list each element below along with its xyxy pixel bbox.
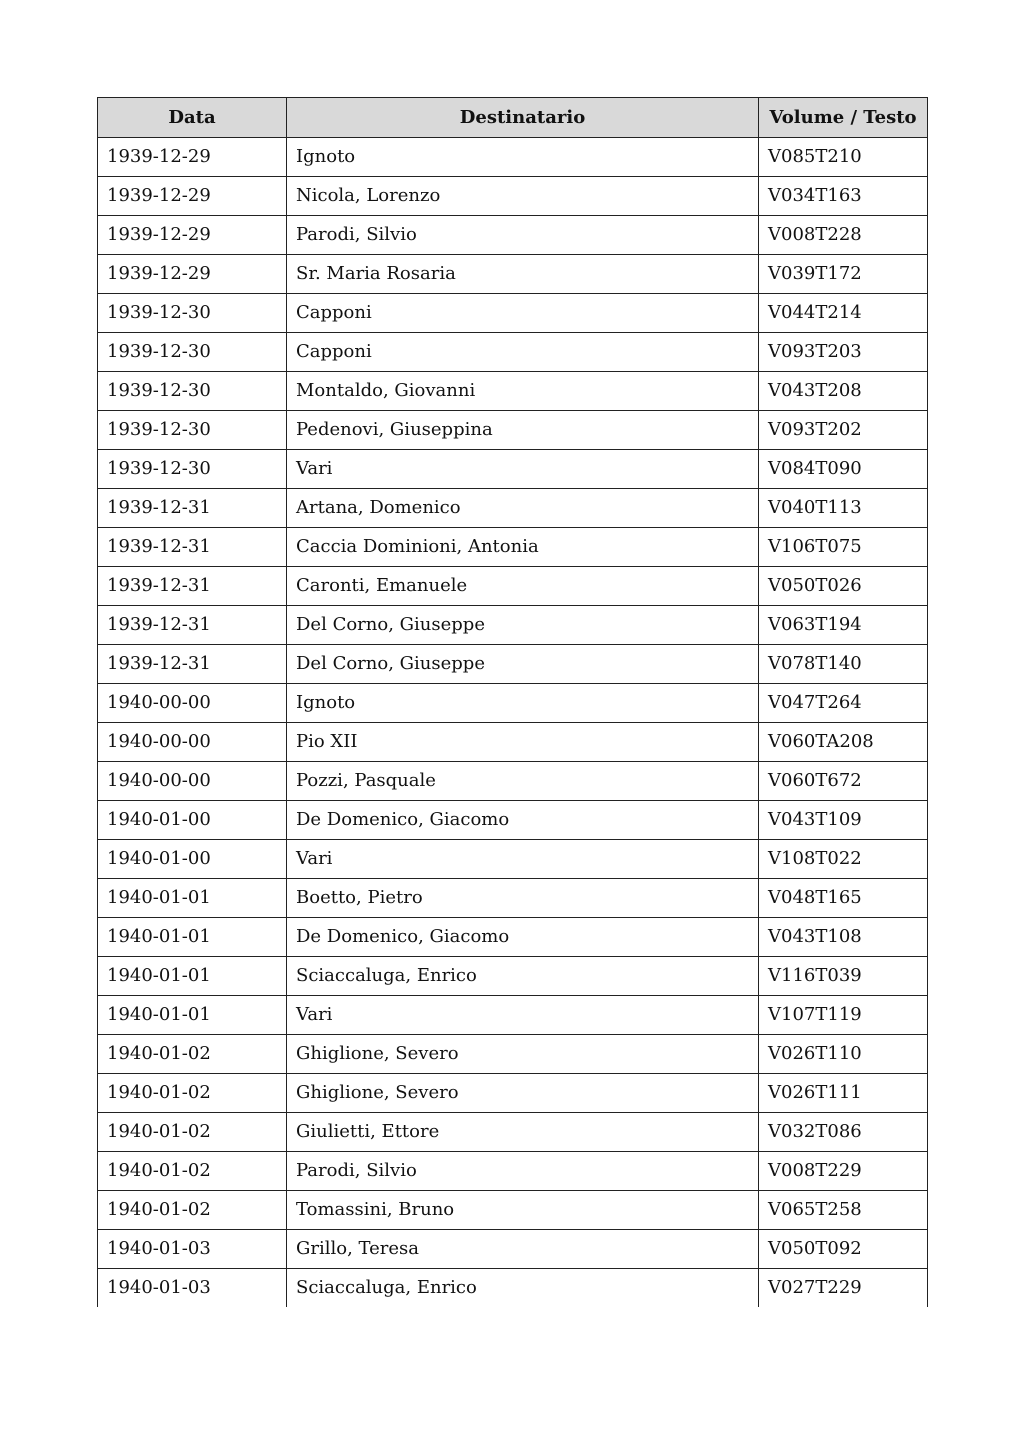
letters-table [97, 97, 928, 1307]
cell-date: 1939-12-30 [98, 372, 287, 411]
cell-recipient: Pedenovi, Giuseppina [287, 411, 759, 450]
cell-date: 1939-12-30 [98, 411, 287, 450]
table-row [98, 294, 928, 333]
table-row [98, 645, 928, 684]
cell-volume-text: V093T203 [759, 333, 928, 372]
cell-date: 1940-01-01 [98, 957, 287, 996]
cell-recipient: Caccia Dominioni, Antonia [287, 528, 759, 567]
cell-recipient: Montaldo, Giovanni [287, 372, 759, 411]
cell-date: 1939-12-31 [98, 645, 287, 684]
cell-date: 1939-12-31 [98, 528, 287, 567]
table-row [98, 1191, 928, 1230]
cell-volume-text: V060T672 [759, 762, 928, 801]
cell-recipient: Sciaccaluga, Enrico [287, 1269, 759, 1308]
cell-volume-text: V106T075 [759, 528, 928, 567]
table-row [98, 1035, 928, 1074]
cell-recipient: De Domenico, Giacomo [287, 801, 759, 840]
cell-volume-text: V093T202 [759, 411, 928, 450]
cell-recipient: Ghiglione, Severo [287, 1035, 759, 1074]
cell-date: 1939-12-29 [98, 177, 287, 216]
column-header-destinatario: Destinatario [287, 98, 759, 138]
cell-date: 1940-01-03 [98, 1269, 287, 1308]
cell-date: 1940-00-00 [98, 762, 287, 801]
table-row [98, 606, 928, 645]
cell-recipient: Parodi, Silvio [287, 216, 759, 255]
cell-date: 1940-01-03 [98, 1230, 287, 1269]
cell-volume-text: V026T110 [759, 1035, 928, 1074]
table-row [98, 1074, 928, 1113]
table-row [98, 1230, 928, 1269]
table-row [98, 138, 928, 177]
table-row [98, 879, 928, 918]
table-row [98, 411, 928, 450]
cell-date: 1940-01-01 [98, 996, 287, 1035]
cell-date: 1940-01-02 [98, 1035, 287, 1074]
cell-date: 1940-00-00 [98, 723, 287, 762]
cell-recipient: Pozzi, Pasquale [287, 762, 759, 801]
cell-date: 1940-01-00 [98, 840, 287, 879]
table-body [98, 138, 928, 1308]
table-row [98, 723, 928, 762]
cell-volume-text: V084T090 [759, 450, 928, 489]
cell-volume-text: V044T214 [759, 294, 928, 333]
column-header-volume-testo: Volume / Testo [759, 98, 928, 138]
cell-volume-text: V043T108 [759, 918, 928, 957]
cell-recipient: Nicola, Lorenzo [287, 177, 759, 216]
table-row [98, 216, 928, 255]
cell-recipient: Del Corno, Giuseppe [287, 606, 759, 645]
table-row [98, 177, 928, 216]
cell-volume-text: V063T194 [759, 606, 928, 645]
cell-recipient: Parodi, Silvio [287, 1152, 759, 1191]
table-row [98, 1152, 928, 1191]
cell-date: 1940-01-00 [98, 801, 287, 840]
cell-volume-text: V048T165 [759, 879, 928, 918]
table-row [98, 684, 928, 723]
cell-recipient: Tomassini, Bruno [287, 1191, 759, 1230]
cell-volume-text: V043T208 [759, 372, 928, 411]
cell-date: 1940-01-02 [98, 1191, 287, 1230]
cell-date: 1940-01-01 [98, 918, 287, 957]
cell-date: 1939-12-30 [98, 450, 287, 489]
cell-recipient: Sciaccaluga, Enrico [287, 957, 759, 996]
cell-recipient: Ignoto [287, 684, 759, 723]
cell-volume-text: V107T119 [759, 996, 928, 1035]
cell-volume-text: V050T026 [759, 567, 928, 606]
cell-recipient: Vari [287, 996, 759, 1035]
cell-volume-text: V027T229 [759, 1269, 928, 1308]
table-row [98, 1113, 928, 1152]
cell-recipient: Boetto, Pietro [287, 879, 759, 918]
table-row [98, 255, 928, 294]
cell-volume-text: V034T163 [759, 177, 928, 216]
cell-recipient: Capponi [287, 333, 759, 372]
cell-date: 1940-01-02 [98, 1074, 287, 1113]
cell-date: 1939-12-31 [98, 606, 287, 645]
cell-date: 1939-12-29 [98, 255, 287, 294]
cell-date: 1939-12-30 [98, 294, 287, 333]
cell-volume-text: V060TA208 [759, 723, 928, 762]
cell-recipient: Artana, Domenico [287, 489, 759, 528]
cell-volume-text: V085T210 [759, 138, 928, 177]
table-row [98, 918, 928, 957]
cell-date: 1939-12-31 [98, 567, 287, 606]
table-row [98, 1269, 928, 1308]
cell-volume-text: V078T140 [759, 645, 928, 684]
cell-recipient: Vari [287, 450, 759, 489]
cell-recipient: Ghiglione, Severo [287, 1074, 759, 1113]
table-row [98, 528, 928, 567]
column-header-data: Data [98, 98, 287, 138]
cell-volume-text: V047T264 [759, 684, 928, 723]
cell-volume-text: V008T229 [759, 1152, 928, 1191]
cell-date: 1940-01-01 [98, 879, 287, 918]
table-row [98, 801, 928, 840]
cell-date: 1939-12-29 [98, 138, 287, 177]
table-row [98, 333, 928, 372]
cell-recipient: Vari [287, 840, 759, 879]
document-page [97, 97, 927, 1307]
cell-volume-text: V043T109 [759, 801, 928, 840]
table-row [98, 372, 928, 411]
table-row [98, 957, 928, 996]
cell-volume-text: V008T228 [759, 216, 928, 255]
cell-recipient: Caronti, Emanuele [287, 567, 759, 606]
cell-recipient: Capponi [287, 294, 759, 333]
cell-recipient: Ignoto [287, 138, 759, 177]
cell-date: 1940-01-02 [98, 1152, 287, 1191]
table-row [98, 567, 928, 606]
table-header-row [98, 98, 928, 138]
cell-recipient: Pio XII [287, 723, 759, 762]
table-row [98, 450, 928, 489]
cell-recipient: Grillo, Teresa [287, 1230, 759, 1269]
cell-volume-text: V108T022 [759, 840, 928, 879]
cell-volume-text: V032T086 [759, 1113, 928, 1152]
table-row [98, 840, 928, 879]
table-row [98, 762, 928, 801]
cell-volume-text: V050T092 [759, 1230, 928, 1269]
cell-volume-text: V040T113 [759, 489, 928, 528]
cell-recipient: De Domenico, Giacomo [287, 918, 759, 957]
cell-recipient: Sr. Maria Rosaria [287, 255, 759, 294]
cell-date: 1939-12-30 [98, 333, 287, 372]
cell-date: 1940-01-02 [98, 1113, 287, 1152]
cell-volume-text: V026T111 [759, 1074, 928, 1113]
cell-date: 1940-00-00 [98, 684, 287, 723]
cell-recipient: Del Corno, Giuseppe [287, 645, 759, 684]
table-row [98, 996, 928, 1035]
cell-volume-text: V039T172 [759, 255, 928, 294]
table-row [98, 489, 928, 528]
cell-volume-text: V065T258 [759, 1191, 928, 1230]
cell-volume-text: V116T039 [759, 957, 928, 996]
cell-date: 1939-12-29 [98, 216, 287, 255]
cell-recipient: Giulietti, Ettore [287, 1113, 759, 1152]
cell-date: 1939-12-31 [98, 489, 287, 528]
